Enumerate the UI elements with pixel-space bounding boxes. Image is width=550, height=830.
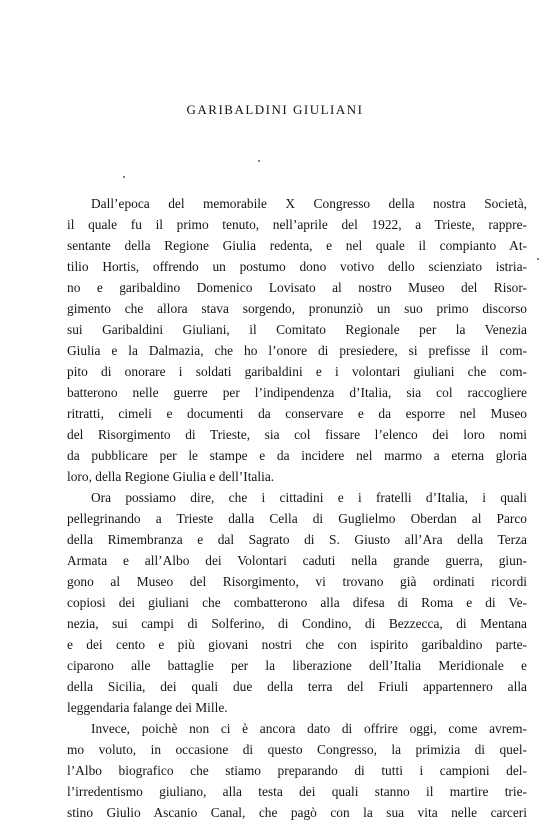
print-speck xyxy=(537,258,539,260)
text-line: copiosi dei giuliani che combatterono alla difesa di Roma e di Ve- xyxy=(67,595,527,610)
text-line: leggendaria falange dei Mille. xyxy=(67,700,228,715)
text-line: tilio Hortis, offrendo un postumo dono votivo dello scienziato istria- xyxy=(67,259,527,274)
text-line: ritratti, cimeli e documenti da conservare e da esporre nel Museo xyxy=(67,406,527,421)
text-line: no e garibaldino Domenico Lovisato al nostro Museo del Risor- xyxy=(67,280,527,295)
text-line: mo voluto, in occasione di questo Congresso, la primizia di quel- xyxy=(67,742,527,757)
text-line: Armata e all’Albo dei Volontari caduti nella grande guerra, giun- xyxy=(67,553,527,568)
text-line: gimento che allora stava sorgendo, pronunziò un suo primo discorso xyxy=(67,301,527,316)
text-line: stino Giulio Ascanio Canal, che pagò con la sua vita nelle carceri xyxy=(67,805,527,820)
text-line: ciparono alle battaglie per la liberazione dell’Italia Meridionale e xyxy=(67,658,527,673)
page-title: GARIBALDINI GIULIANI xyxy=(186,102,364,117)
text-line: nezia, sui campi di Solferino, di Condino, di Bezzecca, di Mentana xyxy=(67,616,527,631)
text-line: batterono nelle guerre per l’indipendenza d’Italia, sia col raccogliere xyxy=(67,385,527,400)
text-line: della Sicilia, dei quali due della terra del Friuli appartennero alla xyxy=(67,679,527,694)
text-line: Invece, poichè non ci è ancora dato di offrire oggi, come avrem- xyxy=(91,721,527,736)
text-line: l’irredentismo giuliano, alla testa dei quali stanno il martire trie- xyxy=(67,784,527,799)
text-line: loro, della Regione Giulia e dell’Italia. xyxy=(67,469,275,484)
text-line: del Risorgimento di Trieste, sia col fissare l’elenco dei loro nomi xyxy=(67,427,527,442)
print-speck xyxy=(123,176,125,178)
text-line: l’Albo biografico che stiamo preparando di tutti i campioni del- xyxy=(67,763,527,778)
text-line: Dall’epoca del memorabile X Congresso della nostra Società, xyxy=(91,196,527,211)
text-line: della Rimembranza e dal Sagrato di S. Giusto all’Ara della Terza xyxy=(67,532,527,547)
text-line: e dei cento e più giovani nostri che con ispirito garibaldino parte- xyxy=(67,637,527,652)
body-text xyxy=(67,193,527,823)
text-line: pito di onorare i soldati garibaldini e i volontari giuliani che com- xyxy=(67,364,527,379)
print-speck xyxy=(258,160,260,162)
text-line: sui Garibaldini Giuliani, il Comitato Regionale per la Venezia xyxy=(67,322,527,337)
text-line: gono al Museo del Risorgimento, vi trovano già ordinati ricordi xyxy=(67,574,527,589)
text-line: Giulia e la Dalmazia, che ho l’onore di presiedere, si prefisse il com- xyxy=(67,343,527,358)
text-line: da pubblicare per le stampe e da incidere nel marmo a eterna gloria xyxy=(67,448,527,463)
text-line: Ora possiamo dire, che i cittadini e i fratelli d’Italia, i quali xyxy=(91,490,527,505)
text-line: sentante della Regione Giulia redenta, e nel quale il compianto At- xyxy=(67,238,527,253)
text-line: il quale fu il primo tenuto, nell’aprile del 1922, a Trieste, rappre- xyxy=(67,217,527,232)
text-line: pellegrinando a Trieste dalla Cella di Guglielmo Oberdan al Parco xyxy=(67,511,527,526)
